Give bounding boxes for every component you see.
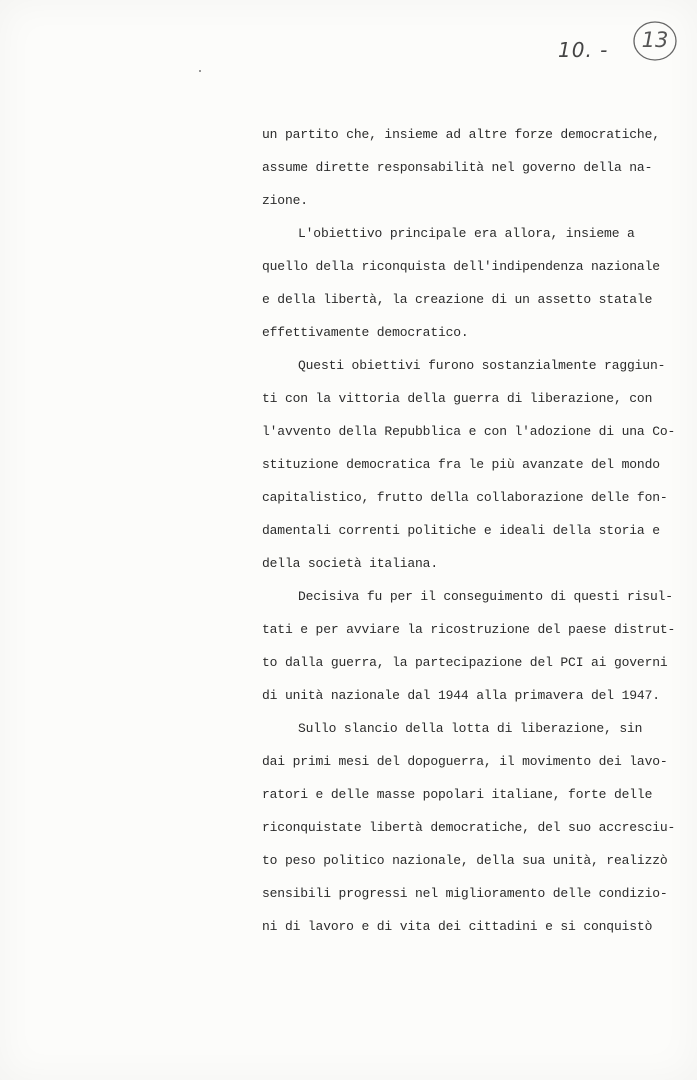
text-line: della società italiana. bbox=[262, 556, 438, 571]
paper-speck bbox=[199, 70, 201, 72]
text-line: tati e per avviare la ricostruzione del paese distrut- bbox=[262, 622, 676, 637]
text-line: zione. bbox=[262, 193, 308, 208]
text-line: ni di lavoro e di vita dei cittadini e si conquistò bbox=[262, 919, 653, 934]
text-line: effettivamente democratico. bbox=[262, 325, 469, 340]
text-line: riconquistate libertà democratiche, del suo accresciu- bbox=[262, 820, 676, 835]
text-line: dai primi mesi del dopoguerra, il movimento dei lavo- bbox=[262, 754, 668, 769]
text-line: ratori e delle masse popolari italiane, forte delle bbox=[262, 787, 653, 802]
folio-number: 13 bbox=[641, 28, 669, 52]
text-line: un partito che, insieme ad altre forze democratiche, bbox=[262, 127, 660, 142]
text-line: to dalla guerra, la partecipazione del PCI ai governi bbox=[262, 655, 668, 670]
text-line: ti con la vittoria della guerra di liberazione, con bbox=[262, 391, 653, 406]
page-number: 10. - bbox=[558, 38, 609, 62]
text-line: stituzione democratica fra le più avanzate del mondo bbox=[262, 457, 660, 472]
text-line: quello della riconquista dell'indipendenza nazionale bbox=[262, 259, 660, 274]
text-line: di unità nazionale dal 1944 alla primavera del 1947. bbox=[262, 688, 660, 703]
text-line: L'obiettivo principale era allora, insieme a bbox=[298, 226, 635, 241]
folio-stamp bbox=[632, 18, 680, 66]
text-line: Sullo slancio della lotta di liberazione, sin bbox=[298, 721, 643, 736]
text-line: to peso politico nazionale, della sua unità, realizzò bbox=[262, 853, 668, 868]
text-line: damentali correnti politiche e ideali della storia e bbox=[262, 523, 660, 538]
body-text bbox=[262, 118, 676, 943]
text-line: l'avvento della Repubblica e con l'adozione di una Co- bbox=[262, 424, 676, 439]
text-line: Questi obiettivi furono sostanzialmente raggiun- bbox=[298, 358, 666, 373]
text-line: sensibili progressi nel miglioramento delle condizio- bbox=[262, 886, 668, 901]
text-line: Decisiva fu per il conseguimento di questi risul- bbox=[298, 589, 673, 604]
text-line: assume dirette responsabilità nel governo della na- bbox=[262, 160, 653, 175]
text-line: e della libertà, la creazione di un assetto statale bbox=[262, 292, 653, 307]
text-line: capitalistico, frutto della collaborazione delle fon- bbox=[262, 490, 668, 505]
